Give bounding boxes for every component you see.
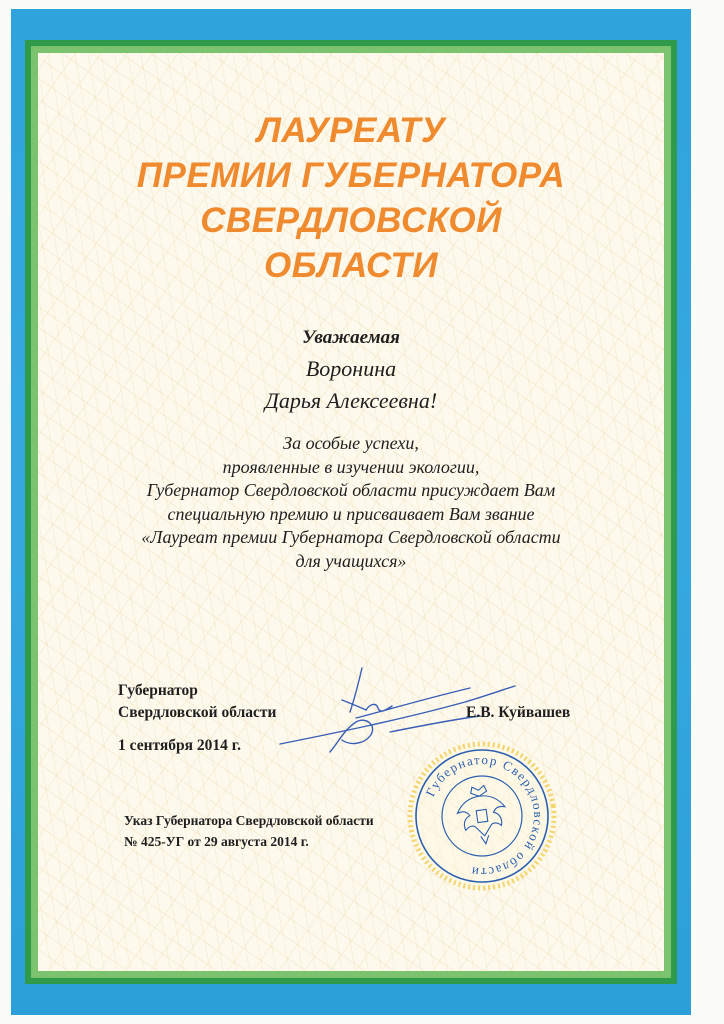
- recipient-surname: Воронина: [305, 356, 397, 381]
- award-line-6: для учащихся»: [295, 550, 407, 571]
- award-text: [38, 432, 664, 573]
- award-line-1: За особые успехи,: [283, 433, 419, 453]
- signatory-name: Е.В. Куйвашев: [466, 704, 571, 721]
- signing-date: 1 сентября 2014 г.: [118, 737, 241, 754]
- signatory-position-line-1: Губернатор: [118, 682, 198, 699]
- recipient-block: [38, 325, 664, 417]
- decree-line-2: № 425-УГ от 29 августа 2014 г.: [124, 834, 309, 849]
- award-line-3: Губернатор Свердловской области присуждает Вам: [146, 480, 556, 500]
- title-line-3: СВЕРДЛОВСКОЙ: [200, 201, 502, 240]
- award-line-4: специальную премию и присваивает Вам звание: [167, 503, 535, 524]
- award-line-5: «Лауреат премии Губернатора Свердловской области: [141, 527, 561, 547]
- decree-line-1: Указ Губернатора Свердловской области: [124, 813, 374, 828]
- title-line-1: ЛАУРЕАТУ: [256, 111, 446, 150]
- decree-reference: [124, 810, 374, 852]
- stamp-text: Губернатор Свердловской области: [422, 751, 547, 881]
- signatory-position-line-2: Свердловской области: [118, 704, 277, 721]
- salutation: Уважаемая: [302, 327, 400, 348]
- official-seal-stamp: [402, 740, 562, 892]
- award-line-2: проявленные в изучении экологии,: [222, 456, 480, 477]
- certificate-title: [38, 108, 664, 288]
- title-line-4: ОБЛАСТИ: [263, 246, 438, 285]
- signatory-position: [118, 680, 276, 724]
- recipient-given-names: Дарья Алексеевна!: [264, 388, 438, 413]
- title-line-2: ПРЕМИИ ГУБЕРНАТОРА: [136, 156, 566, 195]
